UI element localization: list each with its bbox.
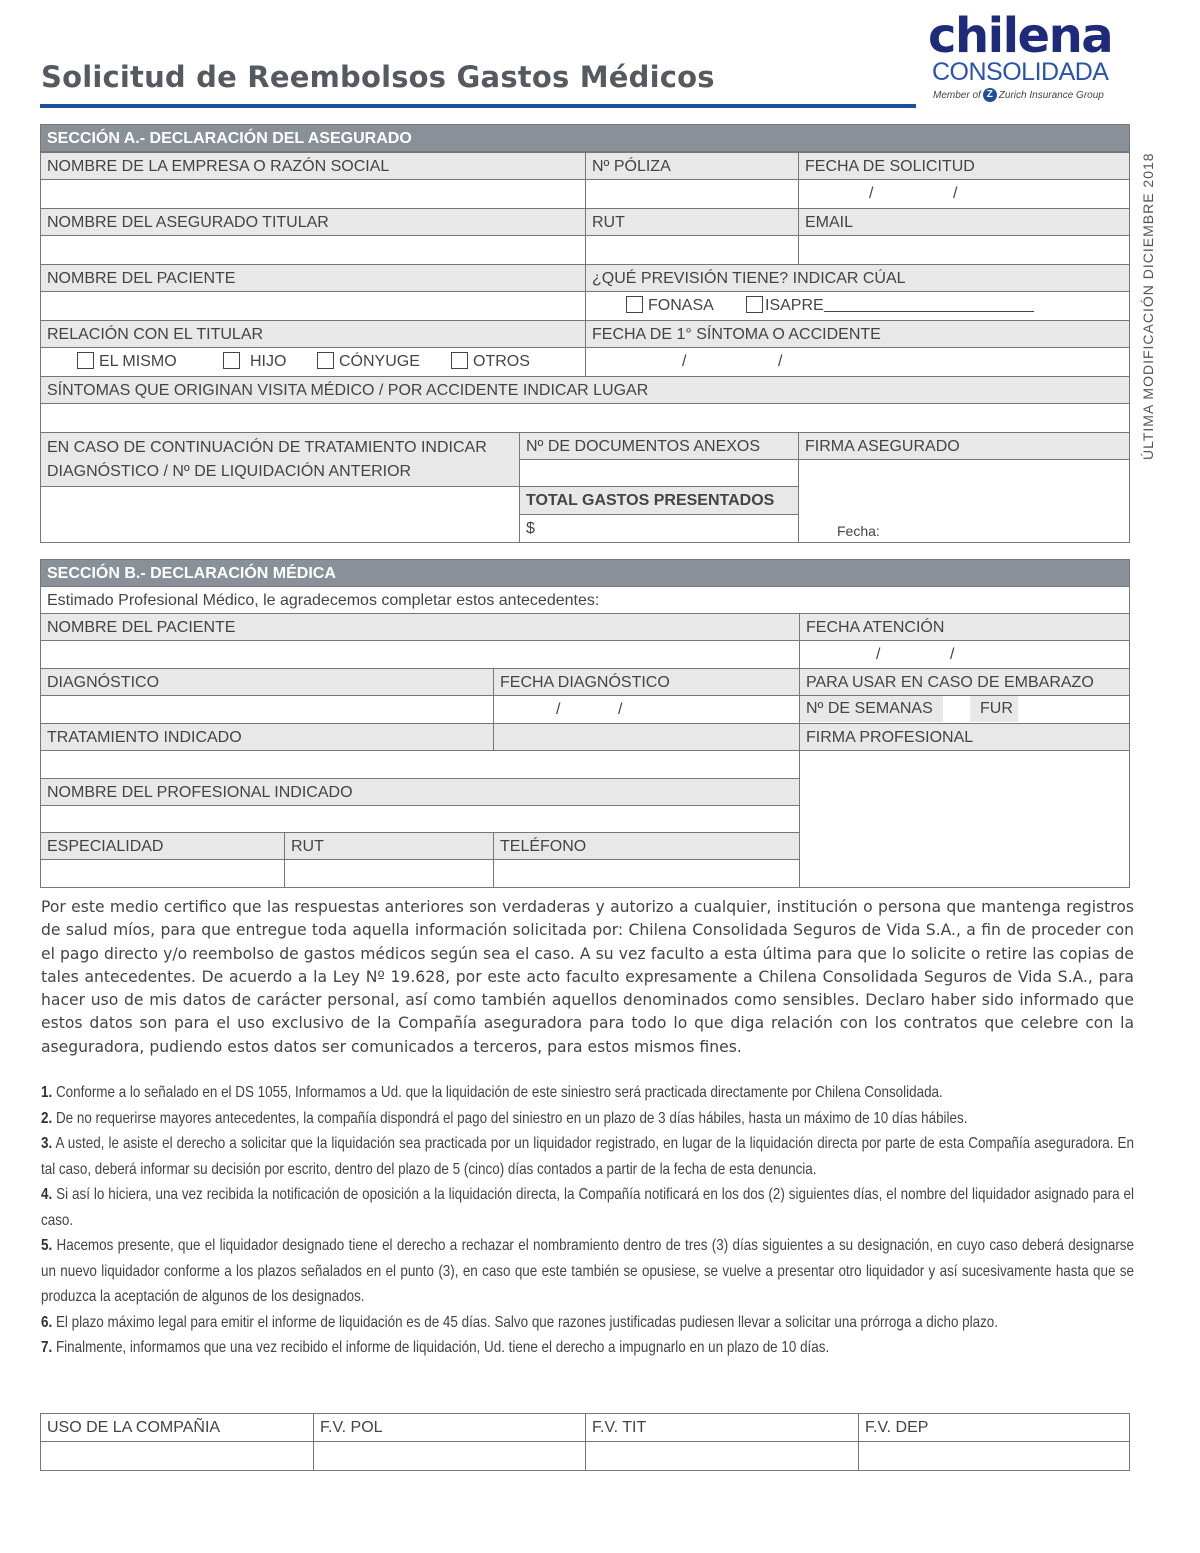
rel-option-otros[interactable] bbox=[451, 351, 530, 373]
isapre-checkbox[interactable] bbox=[746, 296, 763, 313]
poliza-label: Nº PÓLIZA bbox=[585, 152, 799, 180]
company-use-header: USO DE LA COMPAÑIA bbox=[40, 1413, 314, 1442]
documentos-field[interactable] bbox=[519, 459, 799, 487]
term-item bbox=[41, 1233, 1134, 1310]
continuacion-label-line1: EN CASO DE CONTINUACIÓN DE TRATAMIENTO INDICAR bbox=[47, 439, 487, 456]
fv-dep-field[interactable] bbox=[858, 1441, 1130, 1471]
fur-label: FUR bbox=[970, 696, 1018, 722]
date-separator: / bbox=[869, 185, 874, 202]
tratamiento-label: TRATAMIENTO INDICADO bbox=[40, 723, 494, 751]
isapre-line[interactable] bbox=[824, 298, 1034, 312]
last-modified-note: ÚLTIMA MODIFICACIÓN DICIEMBRE 2018 bbox=[1140, 152, 1156, 460]
rut-field[interactable] bbox=[585, 235, 799, 265]
date-separator: / bbox=[618, 701, 623, 718]
telefono-label: TELÉFONO bbox=[493, 832, 800, 860]
fecha-atencion-label: FECHA ATENCIÓN bbox=[799, 613, 1130, 641]
term-number: 4. bbox=[41, 1186, 53, 1203]
fv-pol-header: F.V. POL bbox=[313, 1413, 586, 1442]
term-item bbox=[41, 1131, 1134, 1182]
profesional-field[interactable] bbox=[40, 805, 800, 833]
term-text: A usted, le asiste el derecho a solicitar que la liquidación sea practicada por un liquidador registrado, en lugar de la liquidación directa por parte de esta Compañía aseguradora. En tal caso, deberá informar su decisión por escrito, dentro del plazo de 5 (cinco) días contados a partir de la fecha de esta denuncia. bbox=[41, 1135, 1134, 1178]
prevision-label: ¿QUÉ PREVISIÓN TIENE? INDICAR CÚAL bbox=[585, 264, 1130, 292]
isapre-label: ISAPRE bbox=[765, 297, 824, 314]
term-number: 6. bbox=[41, 1313, 53, 1331]
numbered-terms bbox=[41, 1080, 1134, 1361]
fv-tit-header: F.V. TIT bbox=[585, 1413, 859, 1442]
total-gastos-label: TOTAL GASTOS PRESENTADOS bbox=[519, 486, 799, 515]
logo-member-group: Zurich Insurance Group bbox=[998, 89, 1104, 101]
logo-member-prefix: Member of bbox=[933, 89, 981, 101]
diagnostico-field[interactable] bbox=[40, 695, 494, 724]
zurich-icon: Z bbox=[983, 88, 997, 102]
checkbox[interactable] bbox=[223, 352, 240, 369]
continuacion-label bbox=[40, 432, 520, 487]
paciente-b-field[interactable] bbox=[40, 640, 800, 669]
term-number: 5. bbox=[41, 1237, 53, 1254]
relacion-label: RELACIÓN CON EL TITULAR bbox=[40, 320, 586, 348]
company-logo bbox=[928, 8, 1130, 102]
firma-fecha-label: Fecha: bbox=[837, 523, 880, 539]
relacion-options bbox=[40, 347, 586, 377]
profesional-label: NOMBRE DEL PROFESIONAL INDICADO bbox=[40, 778, 800, 806]
term-number: 1. bbox=[41, 1084, 53, 1101]
date-separator: / bbox=[778, 353, 783, 370]
logo-subtitle: CONSOLIDADA bbox=[932, 58, 1109, 86]
fecha-solicitud-label: FECHA DE SOLICITUD bbox=[798, 152, 1130, 180]
firma-asegurado-label: FIRMA ASEGURADO bbox=[798, 432, 1130, 460]
date-separator: / bbox=[682, 353, 687, 370]
logo-member-line bbox=[933, 88, 1130, 102]
fonasa-option[interactable] bbox=[626, 295, 714, 317]
term-text: Conforme a lo señalado en el DS 1055, Informamos a Ud. que la liquidación de este siniestro será practicada directamente por Chilena Consolidada. bbox=[55, 1084, 943, 1101]
embarazo-label: PARA USAR EN CASO DE EMBARAZO bbox=[799, 668, 1130, 696]
section-a-heading: SECCIÓN A.- DECLARACIÓN DEL ASEGURADO bbox=[40, 124, 1130, 152]
section-b-heading: SECCIÓN B.- DECLARACIÓN MÉDICA bbox=[40, 559, 1130, 587]
term-text: El plazo máximo legal para emitir el informe de liquidación es de 45 días. Salvo que razones justificadas pudiesen llevar a solicitar una prórroga a dicho plazo. bbox=[55, 1313, 999, 1331]
rut-b-field[interactable] bbox=[284, 859, 494, 888]
term-text: De no requerirse mayores antecedentes, la compañía dispondrá el pago del siniestro en un plazo de 3 días hábiles, hasta un máximo de 10 días hábiles. bbox=[55, 1109, 968, 1127]
term-item bbox=[41, 1335, 1134, 1361]
date-separator: / bbox=[556, 701, 561, 718]
firma-profesional-label: FIRMA PROFESIONAL bbox=[799, 723, 1130, 751]
rel-option-label: CÓNYUGE bbox=[339, 353, 420, 370]
fv-dep-header: F.V. DEP bbox=[858, 1413, 1130, 1442]
rut-b-label: RUT bbox=[284, 832, 494, 860]
asegurado-label: NOMBRE DEL ASEGURADO TITULAR bbox=[40, 208, 586, 236]
date-separator: / bbox=[953, 185, 958, 202]
especialidad-label: ESPECIALIDAD bbox=[40, 832, 285, 860]
logo-wordmark: chilena bbox=[928, 8, 1113, 64]
rel-option-conyuge[interactable] bbox=[317, 351, 420, 373]
continuacion-field[interactable] bbox=[40, 486, 520, 543]
fonasa-label: FONASA bbox=[648, 297, 714, 314]
diagnostico-label: DIAGNÓSTICO bbox=[40, 668, 494, 696]
declaration-paragraph: Por este medio certifico que las respuestas anteriores son verdaderas y autorizo a cualquier, institución o persona que mantenga registros de salud míos, para que entregue toda aquella información solicitada por: Chilena Consolidada Seguros de Vida S.A., a fin de proceder con el pago directo y/o reembolso de gastos médicos según sea el caso. A su vez faculto a esta última para que lo solicite o retire las copias de tales antecedentes. De acuerdo a la Ley Nº 19.628, por este acto faculto expresamente a Chilena Consolidada Seguros de Vida S.A., para hacer uso de mis datos de carácter personal, así como también aquellos denominados como sensibles. Declaro haber sido informado que estos datos son para el uso exclusivo de la Compañía aseguradora para todo lo que diga relación con los contratos que celebre con la aseguradora, pudiendo estos datos ser comunicados a terceros, para estos mismos fines. bbox=[41, 898, 1134, 1056]
paciente-b-label: NOMBRE DEL PACIENTE bbox=[40, 613, 800, 641]
telefono-field[interactable] bbox=[493, 859, 800, 888]
section-b-intro: Estimado Profesional Médico, le agradecemos completar estos antecedentes: bbox=[40, 586, 1130, 614]
fecha-sintoma-label: FECHA DE 1° SÍNTOMA O ACCIDENTE bbox=[585, 320, 1130, 348]
documentos-label: Nº DE DOCUMENTOS ANEXOS bbox=[519, 432, 799, 460]
fecha-diagnostico-label: FECHA DIAGNÓSTICO bbox=[493, 668, 800, 696]
embarazo-field bbox=[799, 695, 1130, 724]
fv-tit-field[interactable] bbox=[585, 1441, 859, 1471]
firma-profesional-field[interactable] bbox=[799, 750, 1130, 888]
rut-label: RUT bbox=[585, 208, 799, 236]
rel-option-hijo[interactable] bbox=[223, 351, 286, 373]
prevision-options bbox=[585, 291, 1130, 321]
checkbox[interactable] bbox=[451, 352, 468, 369]
term-number: 3. bbox=[41, 1135, 53, 1152]
isapre-option[interactable] bbox=[746, 295, 1034, 317]
tratamiento-field[interactable] bbox=[40, 750, 800, 779]
rel-option-label: EL MISMO bbox=[99, 353, 177, 370]
fecha-atencion-field[interactable] bbox=[799, 640, 1130, 669]
semanas-label: Nº DE SEMANAS bbox=[800, 696, 943, 722]
title-underline bbox=[40, 104, 916, 108]
term-item bbox=[41, 1310, 1134, 1336]
term-item bbox=[41, 1182, 1134, 1233]
term-item bbox=[41, 1106, 1134, 1132]
fv-pol-field[interactable] bbox=[313, 1441, 586, 1471]
company-use-field[interactable] bbox=[40, 1441, 314, 1471]
rel-option-label: HIJO bbox=[250, 353, 287, 370]
checkbox[interactable] bbox=[77, 352, 94, 369]
term-text: Finalmente, informamos que una vez recibido el informe de liquidación, Ud. tiene el derecho a impugnarlo en un plazo de 10 días. bbox=[55, 1339, 830, 1356]
fonasa-checkbox[interactable] bbox=[626, 296, 643, 313]
fecha-diagnostico-field[interactable] bbox=[493, 695, 800, 724]
paciente-field[interactable] bbox=[40, 291, 586, 321]
fecha-solicitud-field[interactable] bbox=[798, 179, 1130, 209]
paciente-label: NOMBRE DEL PACIENTE bbox=[40, 264, 586, 292]
rel-option-label: OTROS bbox=[473, 353, 530, 370]
firma-asegurado-field[interactable] bbox=[798, 459, 1130, 543]
empresa-field[interactable] bbox=[40, 179, 586, 209]
date-separator: / bbox=[876, 646, 881, 663]
email-field[interactable] bbox=[798, 235, 1130, 265]
currency-symbol: $ bbox=[526, 520, 535, 537]
checkbox[interactable] bbox=[317, 352, 334, 369]
fecha-sintoma-field[interactable] bbox=[585, 347, 1130, 377]
term-item bbox=[41, 1080, 1134, 1106]
page-title: Solicitud de Reembolsos Gastos Médicos bbox=[41, 60, 715, 94]
continuacion-label-line2: DIAGNÓSTICO / Nº DE LIQUIDACIÓN ANTERIOR bbox=[47, 463, 412, 480]
tratamiento-label-blank bbox=[493, 723, 800, 751]
sintomas-field[interactable] bbox=[40, 403, 1130, 433]
term-number: 7. bbox=[41, 1339, 53, 1356]
total-gastos-field[interactable] bbox=[519, 514, 799, 543]
email-label: EMAIL bbox=[798, 208, 1130, 236]
poliza-field[interactable] bbox=[585, 179, 799, 209]
term-text: Hacemos presente, que el liquidador designado tiene el derecho a rechazar el nombramiento dentro de tres (3) días siguientes a su designación, en cuyo caso deberá designarse un nuevo liquidador conforme a los plazos señalados en el punto (3), en caso que este también se opusiese, se vuelve a presentar otro liquidador y así sucesivamente hasta que se produzca la aceptación de algunos de los designados. bbox=[41, 1237, 1134, 1305]
term-number: 2. bbox=[41, 1109, 53, 1127]
date-separator: / bbox=[950, 646, 955, 663]
sintomas-label: SÍNTOMAS QUE ORIGINAN VISITA MÉDICO / POR ACCIDENTE INDICAR LUGAR bbox=[40, 376, 1130, 404]
empresa-label: NOMBRE DE LA EMPRESA O RAZÓN SOCIAL bbox=[40, 152, 586, 180]
rel-option-mismo[interactable] bbox=[77, 351, 177, 373]
especialidad-field[interactable] bbox=[40, 859, 285, 888]
asegurado-field[interactable] bbox=[40, 235, 586, 265]
term-text: Si así lo hiciera, una vez recibida la notificación de oposición a la liquidación directa, la Compañía notificará en los dos (2) siguientes días, el nombre del liquidador asignado para el caso. bbox=[41, 1186, 1134, 1229]
